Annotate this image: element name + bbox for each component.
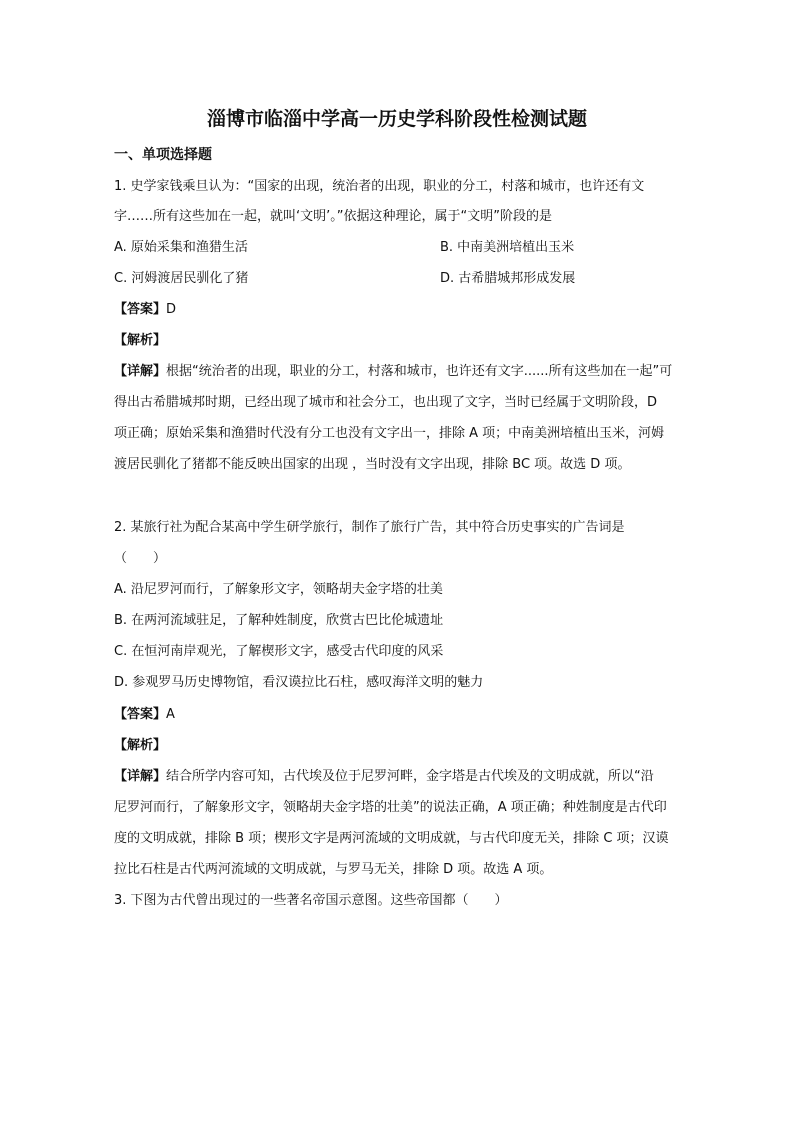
q2-analysis-label: 【解析】 — [114, 738, 167, 753]
q2-option-b: B. 在两河流域驻足，了解种姓制度，欣赏古巴比伦城遗址 — [114, 613, 444, 628]
q1-detail-line1 — [114, 363, 672, 381]
q2-detail-line4: 拉比石柱是古代两河流域的文明成就，与罗马无关，排除 D 项。故选 A 项。 — [114, 862, 553, 877]
q1-option-d: D. 古希腊城邦形成发展 — [440, 271, 576, 286]
q2-stem-line1: 2. 某旅行社为配合某高中学生研学旅行，制作了旅行广告，其中符合历史事实的广告词是 — [114, 520, 625, 535]
q2-stem-line2: （ ） — [114, 551, 167, 566]
q2-detail-line3: 度的文明成就，排除 B 项；楔形文字是两河流域的文明成就，与古代印度无关，排除 C 项；汉谟 — [114, 831, 669, 846]
q1-answer-label: 【答案】 — [114, 302, 167, 317]
section-heading: 一、单项选择题 — [114, 147, 212, 163]
q1-detail-line4: 渡居民驯化了猪都不能反映出国家的出现 ，当时没有文字出现，排除 BC 项。故选 D 项。 — [114, 457, 631, 472]
q2-answer-label: 【答案】 — [114, 707, 167, 722]
q2-answer-value: A — [166, 707, 175, 722]
q1-option-b: B. 中南美洲培植出玉米 — [440, 240, 575, 255]
q1-answer-value: D — [166, 302, 177, 317]
q1-detail-line3: 项正确；原始采集和渔猎时代没有分工也没有文字出一，排除 A 项；中南美洲培植出玉米，河姆 — [114, 426, 665, 441]
q1-stem-line2: 字……所有这些加在一起，就叫‘文明’。”依据这种理论，属于“文明”阶段的是 — [114, 209, 552, 224]
q2-option-a: A. 沿尼罗河而行，了解象形文字，领略胡夫金字塔的壮美 — [114, 582, 443, 597]
q1-detail-text1: 根据“统治者的出现，职业的分工，村落和城市，也许还有文字......所有这些加在一起”可 — [166, 364, 673, 379]
q2-detail-line2: 尼罗河而行，了解象形文字，领略胡夫金字塔的壮美”的说法正确，A 项正确；种姓制度是古代印 — [114, 800, 667, 815]
q2-option-d: D. 参观罗马历史博物馆，看汉谟拉比石柱，感叹海洋文明的魅力 — [114, 675, 484, 690]
q2-answer — [114, 706, 175, 724]
q1-detail-line2: 得出古希腊城邦时期，已经出现了城市和社会分工，也出现了文字，当时已经属于文明阶段，D — [114, 395, 658, 410]
q2-detail-text1: 结合所学内容可知，古代埃及位于尼罗河畔，金字塔是古代埃及的文明成就，所以“沿 — [166, 769, 654, 784]
q1-stem-line1: 1. 史学家钱乘旦认为：“国家的出现，统治者的出现，职业的分工，村落和城市，也许还有文 — [114, 179, 645, 194]
q3-stem-line1: 3. 下图为古代曾出现过的一些著名帝国示意图。这些帝国都（ ） — [114, 893, 508, 908]
q1-option-c: C. 河姆渡居民驯化了猪 — [114, 271, 249, 286]
q2-detail-line1 — [114, 768, 654, 786]
q1-analysis-label: 【解析】 — [114, 333, 167, 348]
q1-answer — [114, 301, 176, 319]
q2-option-c: C. 在恒河南岸观光，了解楔形文字，感受古代印度的风采 — [114, 644, 444, 659]
q1-detail-label: 【详解】 — [114, 364, 167, 379]
q2-detail-label: 【详解】 — [114, 769, 167, 784]
q1-option-a: A. 原始采集和渔猎生活 — [114, 240, 248, 255]
page-title: 淄博市临淄中学高一历史学科阶段性检测试题 — [206, 108, 587, 130]
